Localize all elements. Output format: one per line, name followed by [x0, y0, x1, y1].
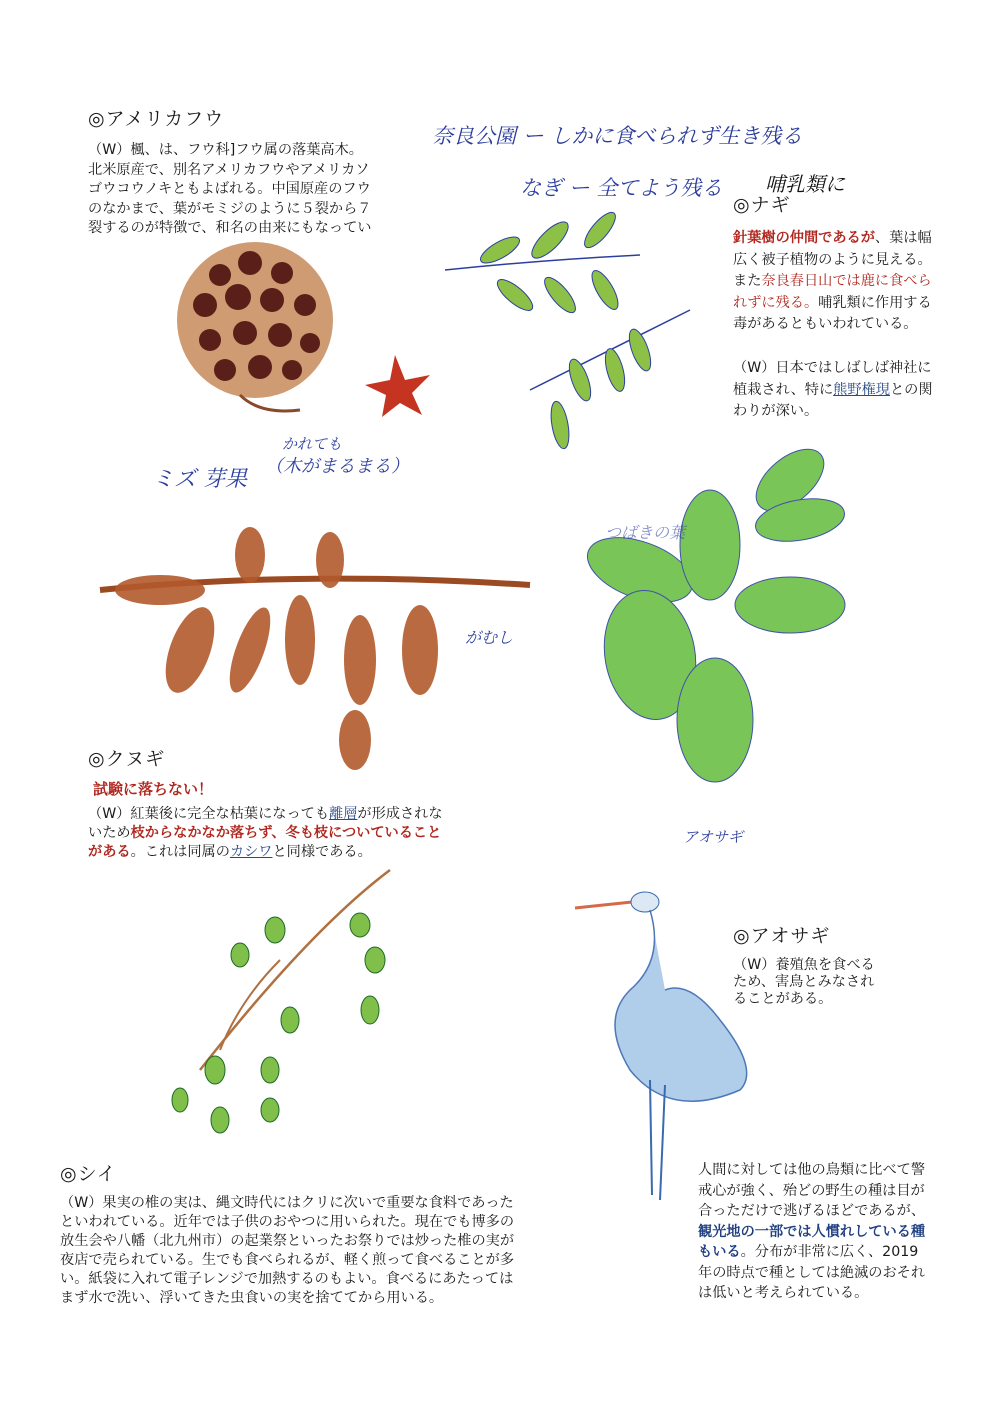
heron-title: ◎アオサギ: [733, 925, 831, 947]
top-handwritten-note-1: 奈良公園 ー しかに食べられず生き残る: [432, 124, 803, 148]
nagi-text: 、葉は幅広く被子植物のように見える。また: [733, 230, 932, 289]
shii-description: [60, 1194, 620, 1308]
camellia-handwritten-note: つばきの葉: [605, 523, 686, 542]
nagi-text: との関わりが深い。: [733, 381, 933, 419]
shii-title: ◎シイ: [60, 1163, 117, 1185]
sweetgum-line: （W）楓、は、フウ科]フウ属の落葉高木。: [88, 142, 363, 158]
heron-line: ため、害鳥とみなされ: [733, 974, 875, 990]
nagi-description: [733, 228, 933, 336]
shii-line: 夜店で売られている。生でも食べられるが、軽く煎って食べることが多: [60, 1252, 515, 1268]
kunugi-handwritten-note: がむし: [465, 628, 514, 647]
nagi-conifer-highlight: 針葉樹の仲間であるが: [733, 230, 875, 246]
kunugi-text: （W）紅葉後に完全な枯葉になっても: [88, 806, 330, 822]
heron-line: （W）養殖魚を食べる: [733, 957, 875, 973]
heron-tourist-highlight: 観光地の一部では人慣れしている種もいる: [698, 1223, 926, 1260]
top-handwritten-note-3: 哺乳類に: [765, 172, 845, 196]
sweetgum-line: 裂するのが特徴で、和名の由来にもなってい: [88, 220, 372, 236]
shii-line: い。紙袋に入れて電子レンジで加熱するのもよい。食べるにあたっては: [60, 1271, 514, 1287]
heron-handwritten-note: アオサギ: [683, 828, 743, 846]
camellia-leaves-illustration: [560, 430, 860, 790]
nagi-text: （W）日本ではしばしば神社に植栽され、特に: [733, 360, 932, 398]
abscission-layer-link[interactable]: 離層: [329, 806, 358, 822]
kunugi-title: ◎クヌギ: [88, 748, 166, 770]
nagi-text: 哺乳類に作用する毒があるともいわれている。: [733, 294, 932, 332]
sweetgum-note-right-2: （木がまるまる）: [265, 456, 409, 477]
sweetgum-note-left: ミズ 芽果: [152, 467, 247, 492]
kunugi-branch-illustration: [100, 530, 540, 770]
kunugi-text: 。これは同属の: [130, 844, 230, 860]
nagi-wiki-text: [733, 358, 933, 423]
sweetgum-fruit-illustration: [150, 225, 460, 425]
sweetgum-note-right-1: かれても: [282, 435, 343, 453]
sweetgum-line: 北米原産で、別名アメリカフウやアメリカソ: [88, 161, 370, 178]
heron-line: ることがある。: [733, 991, 833, 1007]
shii-line: といわれている。近年では子供のおやつに用いられた。現在でも博多の: [60, 1214, 515, 1230]
heron-text: 。分布が非常に広く、2019 年の時点で種としては絶滅のおそれは低いと考えられている。: [698, 1244, 926, 1301]
sweetgum-description: [88, 141, 418, 239]
sweetgum-title: ◎アメリカフウ: [88, 108, 225, 130]
heron-text: 人間に対しては他の鳥類に比べて警戒心が強く、殆どの野生の種は目が合っただけで逃げるほどであるが、: [698, 1162, 926, 1219]
nagi-branch-illustration: [440, 200, 720, 460]
heron-wiki-text: [733, 957, 913, 1008]
shii-line: 放生会や八幡（北九州市）の起業祭といったお祭りでは炒った椎の実が: [60, 1233, 515, 1249]
kunugi-text: が形成されないため: [88, 806, 443, 841]
shii-branch-illustration: [160, 870, 420, 1150]
kunugi-subtitle: 試験に落ちない！: [93, 780, 214, 798]
nagi-title: ◎ナギ: [733, 194, 791, 216]
heron-description: [698, 1160, 926, 1304]
shii-line: （W）果実の椎の実は、縄文時代にはクリに次いで重要な食料であった: [60, 1195, 514, 1211]
nagi-deer-highlight: 奈良春日山では鹿に食べられずに残る。: [733, 273, 932, 311]
kumano-gongen-link[interactable]: 熊野権現: [833, 381, 890, 398]
shii-line: まず水で洗い、浮いてきた虫食いの実を捨ててから用いる。: [60, 1290, 444, 1306]
kunugi-description: [88, 805, 443, 862]
kunugi-text: と同様である。: [272, 844, 372, 860]
kashiwa-link[interactable]: カシワ: [229, 844, 273, 860]
sweetgum-line: ゴウコウノキともよばれる。中国原産のフウ: [88, 181, 371, 197]
kunugi-highlight: 枝からなかなか落ちず、冬も枝についていることがある: [88, 825, 442, 860]
sweetgum-line: のなかまで、葉がモミジのように５裂から７: [88, 200, 372, 217]
top-handwritten-note-2: なぎ ー 全てよう残る: [520, 176, 723, 200]
